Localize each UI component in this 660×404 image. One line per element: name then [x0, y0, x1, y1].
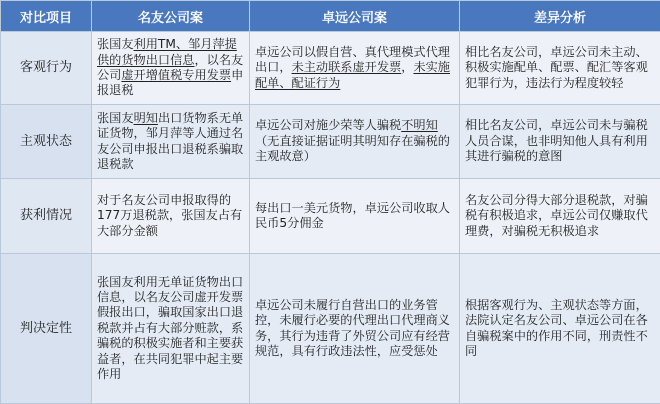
mingyou-cell [92, 179, 250, 254]
header-mingyou-case: 名友公司案 [92, 1, 250, 32]
table-row [1, 254, 660, 404]
cell-text: 卓远公司对施少荣等人骗税 [255, 118, 401, 132]
cell-text: 张国友 [97, 37, 134, 51]
mingyou-cell [92, 254, 250, 404]
diff-cell: 相比名友公司，卓远公司未主动、积极实施配单、配票、配汇等客观犯罪行为，违法行为程度较轻 [460, 32, 660, 105]
row-label: 客观行为 [1, 32, 92, 105]
row-label: 判决定性 [1, 254, 92, 404]
header-compare-item: 对比项目 [1, 1, 92, 32]
cell-text: 每出口一美元货物，卓远公司收取人民币5分佣金 [255, 201, 450, 230]
zhuoyuan-cell [250, 105, 460, 179]
cell-text: 张国友利用无单证货物出口信息，以名友公司虚开发票假报出口，骗取国家出口退税款并占有大部分赃款，系骗税的积极实施者和主要获益者，在共同犯罪中起主要作用 [97, 275, 243, 381]
header-row [1, 1, 660, 32]
diff-cell: 根据客观行为、主观状态等方面，法院认定名友公司、卓远公司在各自骗税案中的作用不同，刑责性不同 [460, 254, 660, 404]
header-zhuoyuan-case: 卓远公司案 [250, 1, 460, 32]
zhuoyuan-cell [250, 179, 460, 254]
cell-text: 卓远公司以假自营、真代理模式代理出口， [255, 45, 450, 74]
zhuoyuan-cell [250, 254, 460, 404]
underlined-text: 未实施配单、配证行为 [255, 60, 450, 89]
mingyou-cell [92, 105, 250, 179]
underlined-text: 虚开增值税专用发票 [121, 68, 231, 82]
zhuoyuan-cell [250, 32, 460, 105]
diff-cell: 名友公司分得大部分退税款，对骗税有积极追求，卓远公司仅赚取代理费，对骗税无积极追求 [460, 179, 660, 254]
cell-text: 对于名友公司申报取得的177万退税款，张国友占有大部分金额 [97, 193, 242, 238]
table-row [1, 179, 660, 254]
diff-cell: 相比名友公司，卓远公司未与骗税人员合谋，也非明知他人具有利用其进行骗税的意图 [460, 105, 660, 179]
row-label: 获利情况 [1, 179, 92, 254]
mingyou-cell [92, 32, 250, 105]
table-row [1, 105, 660, 179]
underlined-text: 利用TM、邹月萍提供的货物出口信息 [97, 37, 237, 66]
underlined-text: 明知 [134, 111, 158, 125]
cell-text: （无直接证据证明其明知存在骗税的主观故意） [255, 134, 450, 163]
cell-text: 张国友 [97, 111, 134, 125]
cell-text: 申报退税 [97, 68, 243, 97]
header-difference-analysis: 差异分析 [460, 1, 660, 32]
cell-text: ， [401, 60, 413, 74]
cell-text: 出口货物系无单证货物，邹月萍等人通过名友公司申报出口退税系骗取退税款 [97, 111, 243, 171]
underlined-text: 不明知 [401, 118, 438, 132]
row-label: 主观状态 [1, 105, 92, 179]
underlined-text: 未主动联系虚开发票 [292, 60, 402, 74]
cell-text: ，以名友公司 [97, 53, 243, 82]
table-row [1, 32, 660, 105]
cell-text: 卓远公司未履行自营出口的业务管控，未履行必要的代理出口代理商义务，其行为违背了外贸公司应有经营规范，具有行政违法性，应受惩处 [255, 298, 450, 358]
